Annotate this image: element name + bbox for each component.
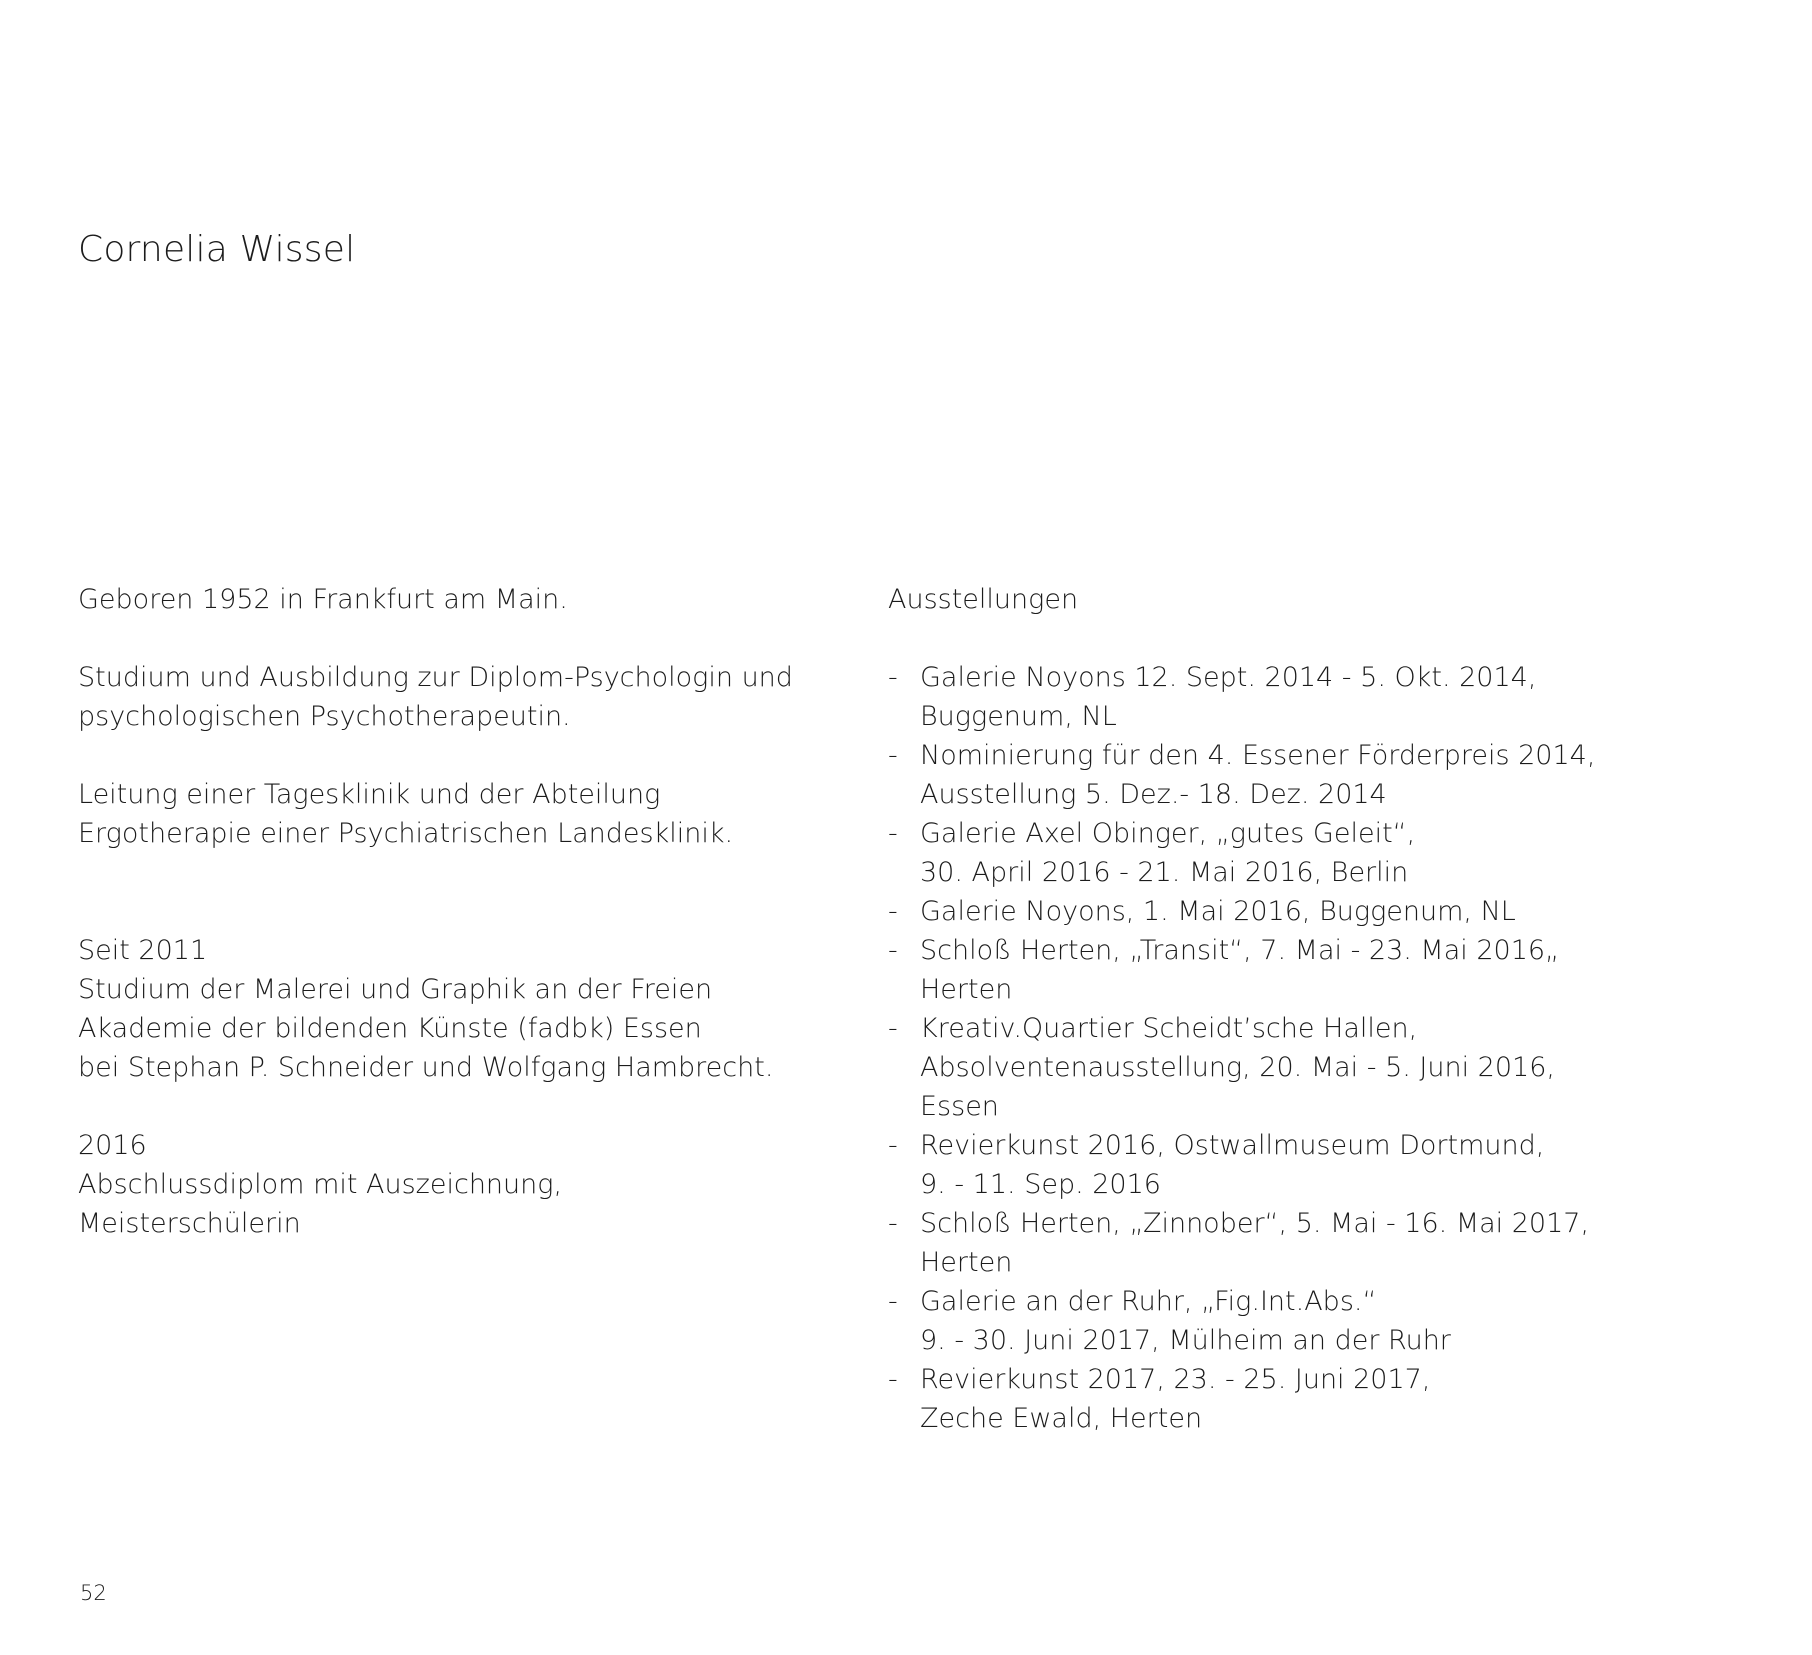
art-study-line: Studium der Malerei und Graphik an der Freien	[78, 974, 713, 1005]
exhibitions-list	[888, 658, 1758, 1438]
exhibition-item	[888, 1126, 1758, 1204]
bullet-dash: -	[888, 1013, 898, 1044]
exhibition-line: Revierkunst 2017, 23. - 25. Juni 2017,	[920, 1364, 1431, 1395]
exhibition-line: 30. April 2016 - 21. Mai 2016, Berlin	[920, 857, 1409, 888]
art-study-paragraph	[78, 931, 858, 1087]
career-line: Ergotherapie einer Psychiatrischen Landesklinik.	[78, 818, 734, 849]
biography-column	[78, 580, 858, 1243]
exhibition-line: Schloß Herten, „Transit“, 7. Mai - 23. Mai 2016„	[920, 935, 1560, 966]
exhibition-line: Zeche Ewald, Herten	[920, 1403, 1203, 1434]
exhibition-line: 9. - 11. Sep. 2016	[920, 1169, 1161, 1200]
bullet-dash: -	[888, 740, 898, 771]
diploma-paragraph	[78, 1126, 858, 1243]
page-number: 52	[80, 1581, 107, 1605]
bullet-dash: -	[888, 1130, 898, 1161]
diploma-line: Meisterschülerin	[78, 1208, 301, 1239]
exhibition-line: Kreativ.Quartier Scheidt’sche Hallen,	[920, 1013, 1418, 1044]
exhibition-line: Schloß Herten, „Zinnober“, 5. Mai - 16. Mai 2017,	[920, 1208, 1590, 1239]
spacer	[888, 619, 1758, 658]
bullet-dash: -	[888, 1208, 898, 1239]
exhibition-item	[888, 736, 1758, 814]
spacer	[78, 1087, 858, 1126]
education-paragraph	[78, 658, 858, 736]
education-line: psychologischen Psychotherapeutin.	[78, 701, 571, 732]
spacer	[78, 736, 858, 775]
exhibition-line: Galerie an der Ruhr, „Fig.Int.Abs.“	[920, 1286, 1377, 1317]
exhibition-item	[888, 892, 1758, 931]
exhibition-line: Galerie Noyons, 1. Mai 2016, Buggenum, NL	[920, 896, 1516, 927]
exhibition-item	[888, 1009, 1758, 1126]
exhibition-line: Galerie Noyons 12. Sept. 2014 - 5. Okt. 2014,	[920, 662, 1537, 693]
art-study-line: Akademie der bildenden Künste (fadbk) Essen	[78, 1013, 702, 1044]
exhibition-line: Galerie Axel Obinger, „gutes Geleit“,	[920, 818, 1416, 849]
bullet-dash: -	[888, 662, 898, 693]
exhibition-item	[888, 658, 1758, 736]
exhibition-item	[888, 1204, 1758, 1282]
art-study-line: bei Stephan P. Schneider und Wolfgang Hambrecht.	[78, 1052, 774, 1083]
exhibition-item	[888, 931, 1758, 1009]
diploma-line: Abschlussdiplom mit Auszeichnung,	[78, 1169, 563, 1200]
education-line: Studium und Ausbildung zur Diplom-Psychologin und	[78, 662, 793, 693]
exhibition-line: Nominierung für den 4. Essener Förderpreis 2014,	[920, 740, 1596, 771]
spacer	[78, 619, 858, 658]
exhibitions-column	[888, 580, 1758, 1438]
exhibition-line: Herten	[920, 974, 1013, 1005]
exhibition-line: Revierkunst 2016, Ostwallmuseum Dortmund,	[920, 1130, 1545, 1161]
spacer	[78, 853, 858, 931]
career-paragraph	[78, 775, 858, 853]
bullet-dash: -	[888, 818, 898, 849]
exhibition-item	[888, 1282, 1758, 1360]
bullet-dash: -	[888, 935, 898, 966]
bullet-dash: -	[888, 1286, 898, 1317]
exhibition-line: Herten	[920, 1247, 1013, 1278]
exhibition-line: Ausstellung 5. Dez.- 18. Dez. 2014	[920, 779, 1387, 810]
artist-name-title: Cornelia Wissel	[78, 229, 356, 270]
exhibition-line: 9. - 30. Juni 2017, Mülheim an der Ruhr	[920, 1325, 1451, 1356]
diploma-year: 2016	[78, 1130, 147, 1161]
exhibition-item	[888, 1360, 1758, 1438]
exhibitions-heading: Ausstellungen	[888, 584, 1079, 615]
bullet-dash: -	[888, 896, 898, 927]
bullet-dash: -	[888, 1364, 898, 1395]
career-line: Leitung einer Tagesklinik und der Abteilung	[78, 779, 661, 810]
exhibition-line: Essen	[920, 1091, 999, 1122]
birth-info: Geboren 1952 in Frankfurt am Main.	[78, 584, 568, 615]
art-study-year: Seit 2011	[78, 935, 208, 966]
exhibition-line: Buggenum, NL	[920, 701, 1117, 732]
exhibition-line: Absolventenausstellung, 20. Mai - 5. Juni 2016,	[920, 1052, 1555, 1083]
exhibition-item	[888, 814, 1758, 892]
